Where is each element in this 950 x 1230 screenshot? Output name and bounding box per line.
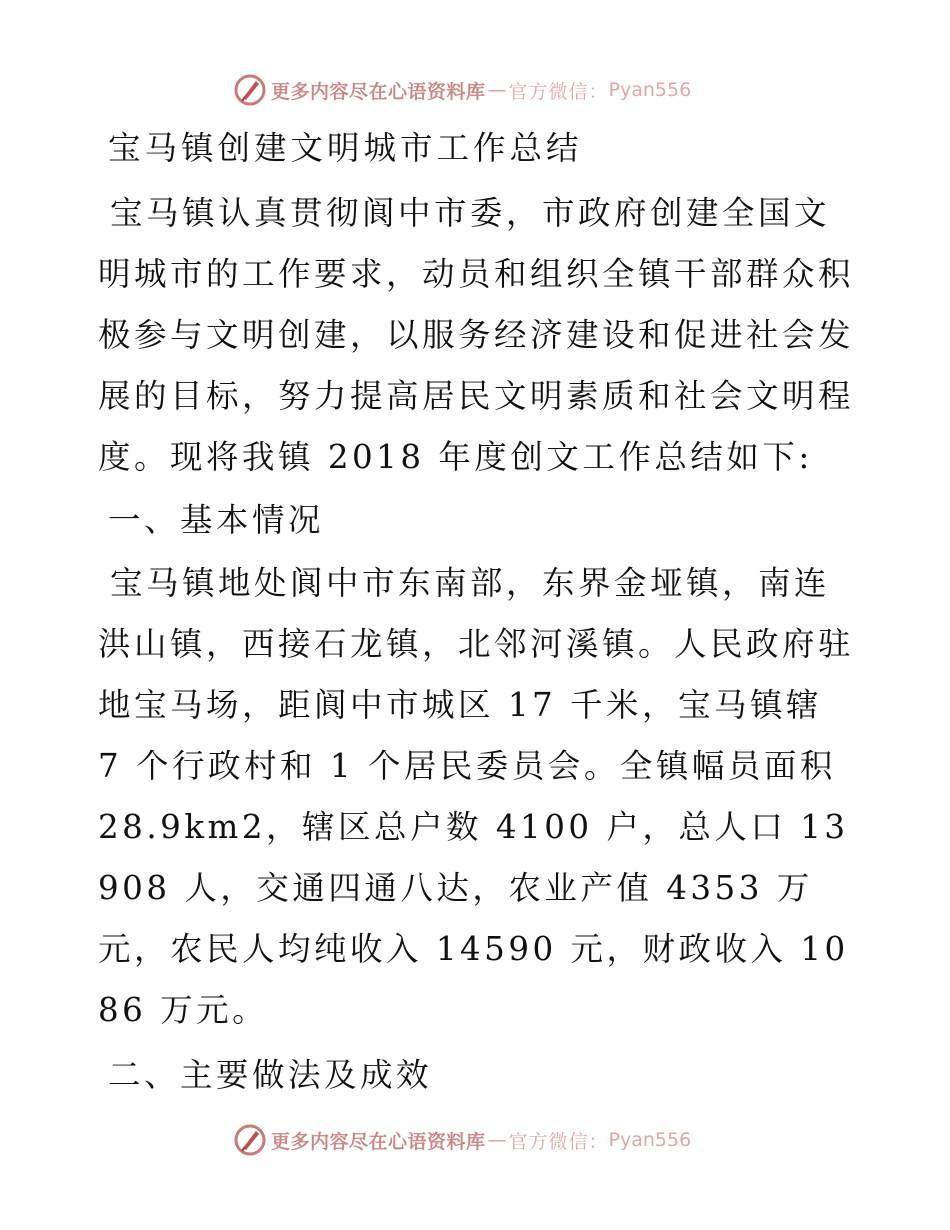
watermark-wechat-id: Pyan556: [608, 1129, 692, 1151]
footer-watermark: [233, 1122, 691, 1158]
watermark-dash: —: [487, 79, 507, 101]
section-heading-main-practices: 二、主要做法及成效: [108, 1056, 433, 1094]
basic-situation-paragraph: 宝马镇地处阆中市东南部，东界金垭镇，南连洪山镇，西接石龙镇，北邻河溪镇。人民政府驻地宝马场，距阆中市城区 17 千米，宝马镇辖 7 个行政村和 1 个居民委员会。全镇幅员面积 28.9km2，辖区总户数 4100 户，总人口 13908 人，交通四通八达，农业产值 4353 万元，农民人均纯收入 14590 元，财政收入 1086 万元。: [98, 564, 855, 1029]
quill-logo-icon: [233, 1123, 267, 1157]
section-heading-basic-situation: 一、基本情况: [108, 501, 325, 539]
quill-logo-icon: [233, 73, 267, 107]
watermark-official-label: 官方微信：: [508, 1130, 609, 1153]
document-body: [98, 118, 858, 1106]
watermark-text: 更多内容尽在心语资料库: [271, 1130, 486, 1153]
watermark-official-label: 官方微信：: [508, 80, 609, 103]
watermark-wechat-id: Pyan556: [608, 79, 692, 101]
watermark-dash: —: [487, 1129, 507, 1151]
header-watermark: [233, 72, 691, 108]
watermark-text: 更多内容尽在心语资料库: [271, 80, 486, 103]
intro-paragraph: 宝马镇认真贯彻阆中市委，市政府创建全国文明城市的工作要求，动员和组织全镇干部群众积极参与文明创建，以服务经济建设和促进社会发展的目标，努力提高居民文明素质和社会文明程度。现将我镇 2018 年度创文工作总结如下:: [98, 194, 855, 476]
document-title: 宝马镇创建文明城市工作总结: [108, 129, 583, 167]
